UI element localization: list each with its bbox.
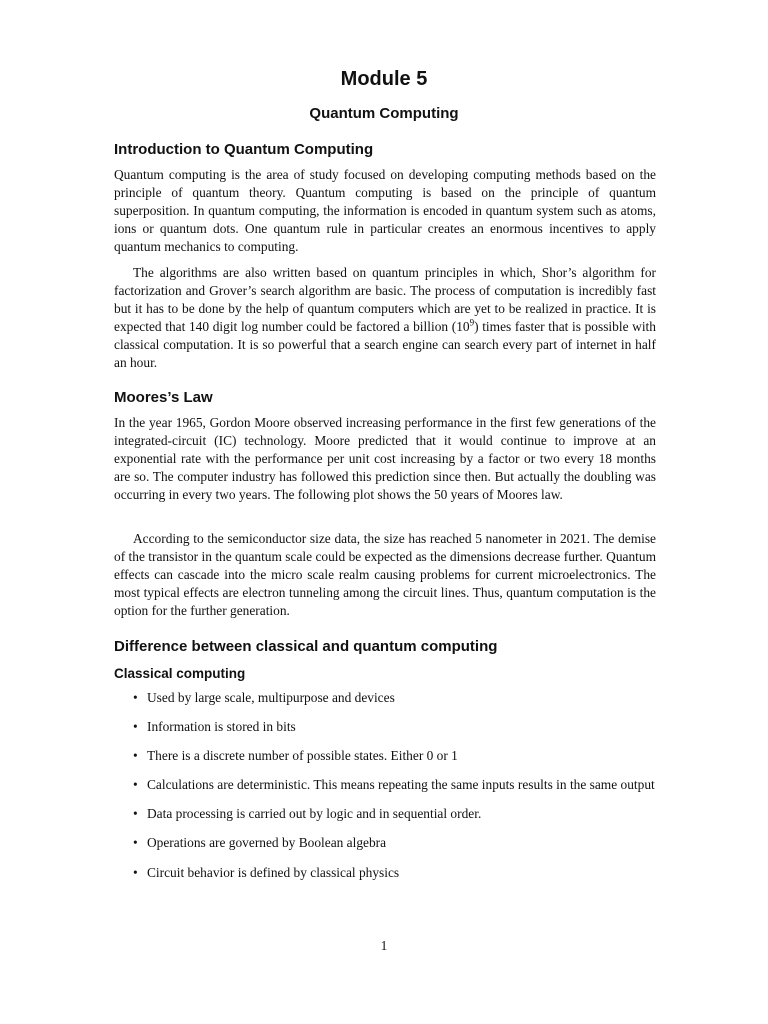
page-number: 1 <box>380 938 388 953</box>
list-item: • Operations are governed by Boolean algebra <box>114 834 656 852</box>
bullet-icon: • <box>133 719 138 735</box>
classical-computing-subheading: Classical computing <box>114 666 246 681</box>
intro-heading: Introduction to Quantum Computing <box>114 141 374 158</box>
page-title: Module 5 <box>340 68 428 90</box>
intro-paragraph-1: Quantum computing is the area of study focused on developing computing methods based on the principle of quantum theory. Quantum computing is based on the principle of quantum superposition. In quantum computing, the information is encoded in quantum system such as atoms, ions or quantum dots. One quantum rule in particular creates an enormous incentives to apply quantum mechanics to computing. <box>114 167 656 255</box>
list-item: • Calculations are deterministic. This means repeating the same inputs results in the same output <box>114 776 656 794</box>
bullet-icon: • <box>133 835 138 851</box>
bullet-icon: • <box>133 806 138 822</box>
list-item: • Used by large scale, multipurpose and devices <box>114 689 656 707</box>
list-item: • There is a discrete number of possible states. Either 0 or 1 <box>114 747 656 765</box>
moores-paragraph-1: In the year 1965, Gordon Moore observed increasing performance in the first few generations of the integrated-circuit (IC) technology. Moore predicted that it would continue to improve at an exponential rate with the performance per unit cost increasing by a factor or two every 18 months are so. The computer industry has followed this prediction since then. But actually the doubling was occurring in every two years. The following plot shows the 50 years of Moores law. <box>114 415 656 503</box>
bullet-icon: • <box>133 864 138 880</box>
moores-law-heading: Moores’s Law <box>114 389 213 406</box>
page-subtitle: Quantum Computing <box>309 105 459 122</box>
intro-p2-text-a: The algorithms are also written based on quantum principles in which, Shor’s algorithm for factorization and Grover’s search algorithm are basic. The process of computation is incredibly fast but it has to be done by the help of quantum computers which are yet to be realized in practice. It is expected that 140 digit log number could be factored a billion (10 <box>114 265 656 335</box>
bullet-icon: • <box>133 690 138 705</box>
intro-p2-text-b: ) times faster that is possible with classical computation. It is so powerful that a search engine can search every part of internet in half an hour. <box>114 319 656 371</box>
moores-paragraph-2: According to the semiconductor size data, the size has reached 5 nanometer in 2021. The demise of the transistor in the quantum scale could be expected as the dimensions decrease further. Quantum effects can cascade into the micro scale realm causing problems for current microelectronics. The most typical effects are electron tunneling among the circuit lines. Thus, quantum computation is the option for the further generation. <box>114 531 656 619</box>
difference-heading: Difference between classical and quantum computing <box>114 638 498 655</box>
classical-computing-list <box>114 689 656 893</box>
bullet-icon: • <box>133 777 138 793</box>
intro-paragraph-2 <box>114 264 656 373</box>
list-item: • Information is stored in bits <box>114 718 656 736</box>
intro-p2-exponent: 9 <box>469 317 475 328</box>
bullet-icon: • <box>133 748 138 764</box>
list-item: • Circuit behavior is defined by classical physics <box>114 864 656 882</box>
list-item: • Data processing is carried out by logic and in sequential order. <box>114 805 656 823</box>
